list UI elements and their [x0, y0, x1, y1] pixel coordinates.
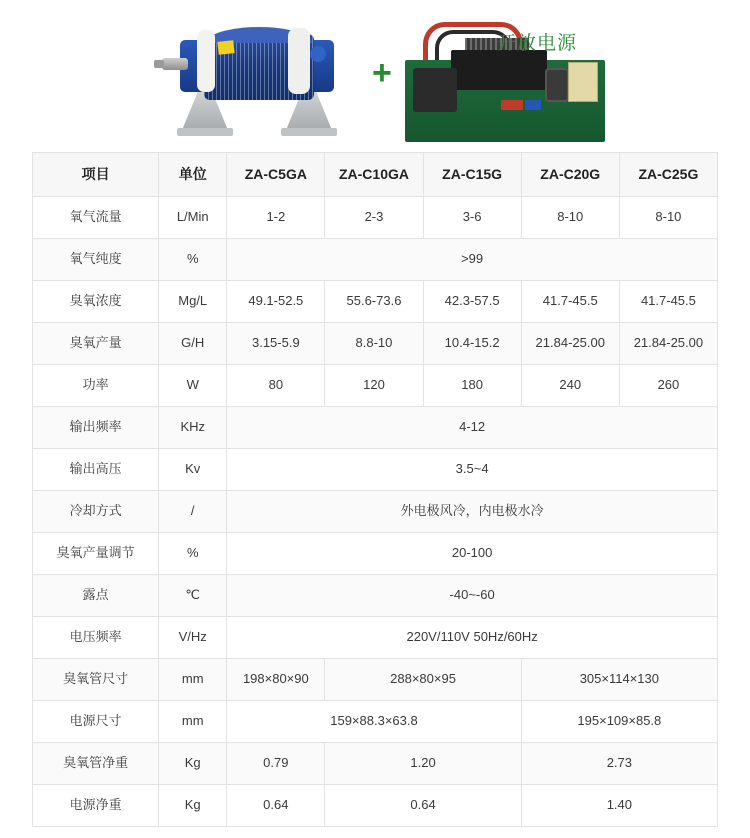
- psu-blue-component: [525, 100, 541, 110]
- spec-label: 氧气流量: [33, 197, 159, 239]
- table-row: [33, 659, 718, 701]
- psu-transformer-block: [451, 50, 547, 90]
- psu-red-component: [501, 100, 523, 110]
- spec-value: 2-3: [325, 197, 423, 239]
- spec-label: 冷却方式: [33, 491, 159, 533]
- spec-value: 49.1-52.5: [227, 281, 325, 323]
- table-row: [33, 365, 718, 407]
- spec-value: 8.8-10: [325, 323, 423, 365]
- table-header-cell-1: 单位: [159, 153, 227, 197]
- spec-value: >99: [227, 239, 718, 281]
- spec-label: 臭氧产量调节: [33, 533, 159, 575]
- spec-value: 195×109×85.8: [521, 701, 717, 743]
- spec-unit: G/H: [159, 323, 227, 365]
- spec-value: 198×80×90: [227, 659, 325, 701]
- tube-insulator-left: [197, 30, 215, 92]
- table-row: [33, 239, 718, 281]
- power-supply-caption: 开放电源: [497, 33, 578, 54]
- table-row: [33, 743, 718, 785]
- table-header-cell-5: ZA-C20G: [521, 153, 619, 197]
- table-row: [33, 197, 718, 239]
- spec-unit: Kv: [159, 449, 227, 491]
- spec-value: 21.84-25.00: [619, 323, 717, 365]
- spec-value: 2.73: [521, 743, 717, 785]
- spec-value: 180: [423, 365, 521, 407]
- table-header-cell-0: 项目: [33, 153, 159, 197]
- spec-label: 输出高压: [33, 449, 159, 491]
- table-header: [33, 153, 718, 197]
- spec-value: 260: [619, 365, 717, 407]
- tube-fitting-knob: [310, 46, 326, 62]
- spec-value: 1.40: [521, 785, 717, 827]
- tube-warning-label-icon: [217, 40, 234, 55]
- table-header-row: [33, 153, 718, 197]
- table-header-cell-6: ZA-C25G: [619, 153, 717, 197]
- spec-unit: Kg: [159, 743, 227, 785]
- table-header-cell-3: ZA-C10GA: [325, 153, 423, 197]
- spec-unit: Kg: [159, 785, 227, 827]
- tube-insulator-right: [288, 28, 310, 94]
- product-illustration-banner: [0, 0, 750, 152]
- spec-label: 电压频率: [33, 617, 159, 659]
- specification-table: [32, 152, 718, 827]
- table-row: [33, 491, 718, 533]
- ozone-tube-icon: [160, 14, 370, 149]
- table-row: [33, 785, 718, 827]
- tube-nozzle-tip: [154, 60, 164, 68]
- table-row: [33, 449, 718, 491]
- spec-label: 氧气纯度: [33, 239, 159, 281]
- psu-terminal-block: [568, 62, 598, 102]
- spec-value: 21.84-25.00: [521, 323, 619, 365]
- table-row: [33, 617, 718, 659]
- spec-value: 288×80×95: [325, 659, 521, 701]
- table-row: [33, 323, 718, 365]
- spec-label: 臭氧管尺寸: [33, 659, 159, 701]
- spec-label: 露点: [33, 575, 159, 617]
- spec-unit: L/Min: [159, 197, 227, 239]
- spec-value: 8-10: [619, 197, 717, 239]
- spec-value: 159×88.3×63.8: [227, 701, 521, 743]
- spec-unit: /: [159, 491, 227, 533]
- spec-label: 输出频率: [33, 407, 159, 449]
- spec-unit: mm: [159, 701, 227, 743]
- spec-unit: ℃: [159, 575, 227, 617]
- spec-value: 0.79: [227, 743, 325, 785]
- spec-value: 41.7-45.5: [619, 281, 717, 323]
- table-row: [33, 407, 718, 449]
- spec-value: 1-2: [227, 197, 325, 239]
- spec-value: 41.7-45.5: [521, 281, 619, 323]
- spec-value: 8-10: [521, 197, 619, 239]
- spec-unit: W: [159, 365, 227, 407]
- table-header-cell-2: ZA-C5GA: [227, 153, 325, 197]
- table-header-cell-4: ZA-C15G: [423, 153, 521, 197]
- tube-foot-base-right: [281, 128, 337, 136]
- spec-unit: KHz: [159, 407, 227, 449]
- spec-label: 臭氧产量: [33, 323, 159, 365]
- spec-value: 10.4-15.2: [423, 323, 521, 365]
- spec-unit: mm: [159, 659, 227, 701]
- spec-label: 电源尺寸: [33, 701, 159, 743]
- table-row: [33, 281, 718, 323]
- plus-icon: +: [372, 54, 392, 92]
- spec-value: 80: [227, 365, 325, 407]
- spec-unit: %: [159, 239, 227, 281]
- spec-label: 电源净重: [33, 785, 159, 827]
- spec-unit: V/Hz: [159, 617, 227, 659]
- psu-inductor: [413, 68, 457, 112]
- spec-value: 240: [521, 365, 619, 407]
- tube-gas-nozzle: [162, 58, 188, 70]
- spec-unit: Mg/L: [159, 281, 227, 323]
- spec-value: 55.6-73.6: [325, 281, 423, 323]
- spec-unit: %: [159, 533, 227, 575]
- spec-value: 305×114×130: [521, 659, 717, 701]
- psu-capacitor: [545, 68, 569, 102]
- spec-value: -40~-60: [227, 575, 718, 617]
- spec-value: 3.15-5.9: [227, 323, 325, 365]
- spec-label: 功率: [33, 365, 159, 407]
- spec-value: 120: [325, 365, 423, 407]
- spec-value: 0.64: [325, 785, 521, 827]
- table-body: [33, 197, 718, 827]
- table-row: [33, 533, 718, 575]
- spec-value: 3-6: [423, 197, 521, 239]
- spec-label: 臭氧管净重: [33, 743, 159, 785]
- table-row: [33, 575, 718, 617]
- spec-label: 臭氧浓度: [33, 281, 159, 323]
- spec-value: 20-100: [227, 533, 718, 575]
- spec-value: 0.64: [227, 785, 325, 827]
- spec-value: 4-12: [227, 407, 718, 449]
- spec-value: 42.3-57.5: [423, 281, 521, 323]
- spec-value: 1.20: [325, 743, 521, 785]
- spec-value: 220V/110V 50Hz/60Hz: [227, 617, 718, 659]
- tube-foot-base-left: [177, 128, 233, 136]
- table-row: [33, 701, 718, 743]
- spec-value: 3.5~4: [227, 449, 718, 491]
- spec-value: 外电极风冷，内电极水冷: [227, 491, 718, 533]
